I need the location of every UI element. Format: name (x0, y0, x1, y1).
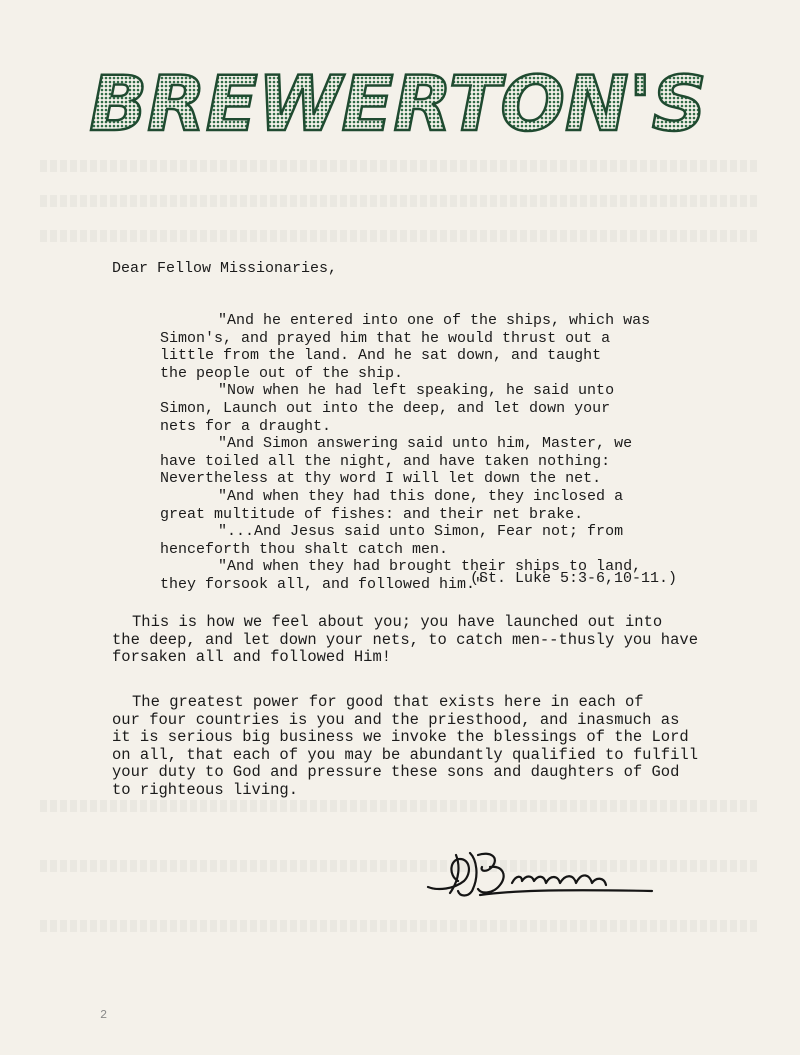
page-number: 2 (100, 1008, 108, 1022)
paragraph-line: The greatest power for good that exists here in each of (132, 693, 644, 711)
quote-line: "...And Jesus said unto Simon, Fear not; from (218, 523, 624, 541)
quote-line: "And when they had brought their ships to land, (218, 558, 642, 576)
scripture-quote (160, 312, 660, 594)
paragraph-line: your duty to God and pressure these sons and daughters of God (112, 763, 680, 782)
quote-line: "And when they had this done, they inclosed a (218, 487, 624, 505)
quote-line: the people out of the ship. (160, 364, 404, 382)
paragraph-line: the deep, and let down your nets, to catch men--thusly you have (112, 630, 698, 649)
bleed-through (40, 800, 760, 812)
bleed-through (40, 160, 760, 172)
quote-line: Simon, Launch out into the deep, and let down your (160, 399, 611, 417)
quote-line: "Now when he had left speaking, he said unto (218, 382, 615, 400)
quote-line: have toiled all the night, and have taken nothing: (160, 452, 611, 470)
bleed-through (40, 195, 760, 207)
paragraph-2 (112, 694, 732, 800)
quote-line: henceforth thou shalt catch men. (160, 540, 449, 558)
bleed-through (40, 230, 760, 242)
paragraph-line: on all, that each of you may be abundantly qualified to fulfill (112, 745, 698, 764)
quote-line: nets for a draught. (160, 417, 332, 435)
scripture-citation: (St. Luke 5:3-6,10-11.) (470, 570, 678, 587)
quote-line: great multitude of fishes: and their net brake. (160, 505, 584, 523)
logo-text: BREWERTON'S (89, 59, 707, 148)
paragraph-line: This is how we feel about you; you have launched out into (132, 613, 663, 631)
paragraph-line: forsaken all and followed Him! (112, 648, 392, 667)
paragraph-line: our four countries is you and the priesthood, and inasmuch as (112, 710, 680, 729)
quote-line: they forsook all, and followed him." (160, 575, 485, 593)
quote-line: Nevertheless at thy word I will let down the net. (160, 470, 602, 488)
paragraph-1 (112, 614, 732, 667)
quote-line: "And he entered into one of the ships, which was (218, 312, 651, 329)
quote-line: little from the land. And he sat down, and taught (160, 347, 602, 365)
quote-line: "And Simon answering said unto him, Master, we (218, 435, 633, 453)
salutation: Dear Fellow Missionaries, (112, 260, 338, 277)
paragraph-line: to righteous living. (112, 780, 299, 799)
bleed-through (40, 920, 760, 932)
handwritten-signature (420, 845, 660, 905)
quote-line: Simon's, and prayed him that he would thrust out a (160, 329, 611, 347)
paragraph-line: it is serious big business we invoke the blessings of the Lord (112, 728, 689, 747)
brewertons-logo (89, 59, 707, 148)
